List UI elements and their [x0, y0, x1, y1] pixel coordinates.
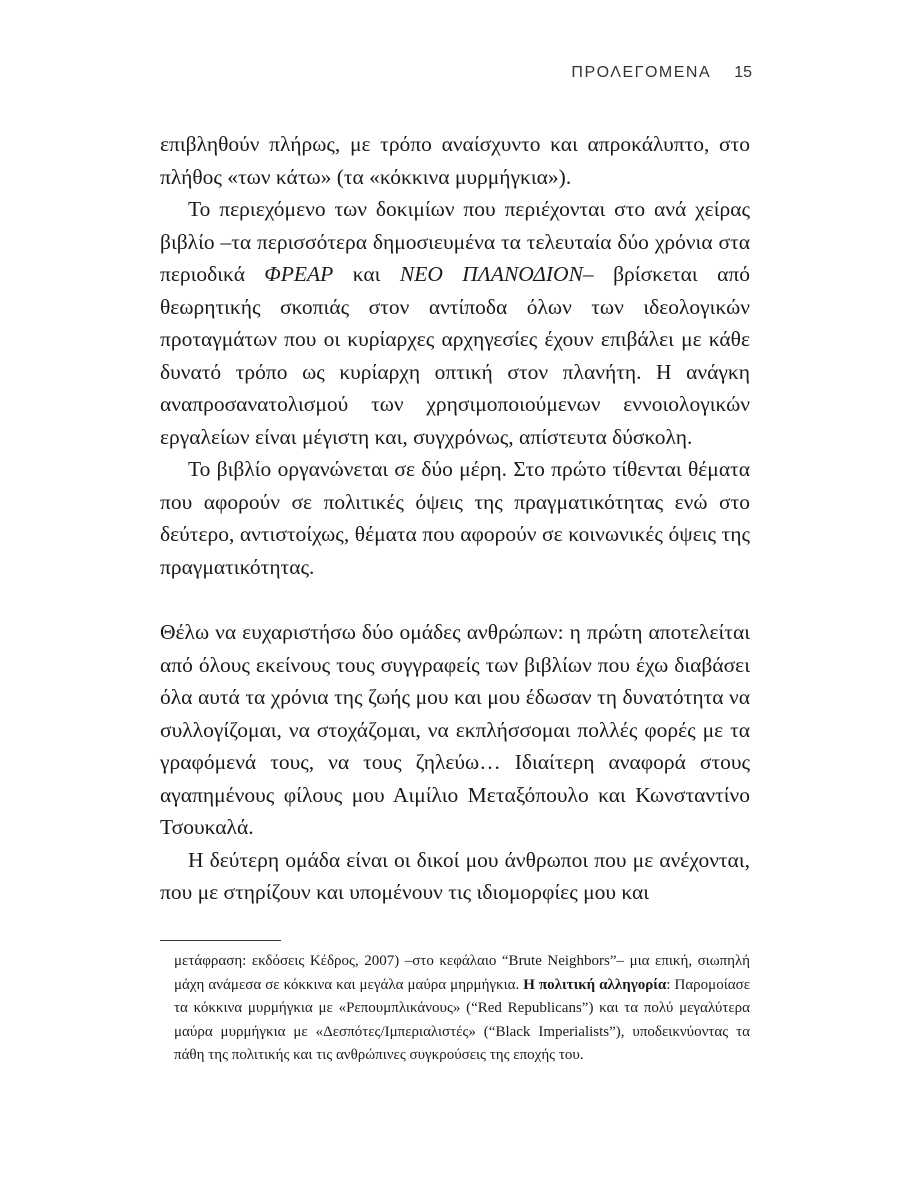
paragraph-2-text-a: Το περιεχόμενο των δοκιμίων που περιέχονται στο ανά χείρας βιβλίο –τα περισσότερα δημοσιευμένα τα τελευταία δύο χρόνια στα περιοδικά: [160, 197, 750, 286]
footnote-text-a: μετάφραση: εκδόσεις Κέδρος, 2007) –στο κεφάλαιο “Brute Neighbors”– μια επική, σιωπηλή μάχη ανάμεσα σε κόκκινα και μεγάλα μαύρα μηρμήγκια.: [174, 953, 750, 993]
paragraph-4: Θέλω να ευχαριστήσω δύο ομάδες ανθρώπων: η πρώτη αποτελείται από όλους εκείνους τους συγγραφείς των βιβλίων που έχω διαβάσει όλα αυτά τα χρόνια της ζωής μου και μου έδωσαν τη δυνατότητα να συλλογίζομαι, να στοχάζομαι, να εκπλήσσομαι πολλές φορές με τα γραφόμενά τους, να τους ζηλεύω… Ιδιαίτερη αναφορά στους αγαπημένους φίλους μου Αιμίλιο Μεταξόπουλο και Κωνσταντίνο Τσουκαλά.: [160, 620, 750, 839]
footnote-rule: [160, 940, 281, 941]
running-head: [571, 64, 752, 82]
main-text: [160, 128, 750, 909]
paragraph-2: [160, 193, 750, 453]
journal-name-neo-planodion: ΝΕΟ ΠΛΑΝΟΔΙΟΝ: [399, 262, 583, 286]
footnote: [174, 950, 750, 1068]
chapter-title: ΠΡΟΛΕΓΟΜΕΝΑ: [571, 64, 711, 81]
journal-name-frear: ΦΡΕΑΡ: [264, 262, 334, 286]
paragraph-2-text-b: και: [333, 262, 400, 286]
paragraph-2-text-c: – βρίσκεται από θεωρητικής σκοπιάς στον αντίποδα όλων των ιδεολογικών προταγμάτων που οι κυρίαρχες αρχηγεσίες έχουν επιβάλει με κάθε δυνατό τρόπο ως κυρίαρχη οπτική στον πλανήτη. Η ανάγκη αναπροσανατολισμού των χρησιμοποιούμενων εννοιολογικών εργαλείων είναι μέγιστη και, συγχρόνως, απίστευτα δύσκολη.: [160, 262, 751, 449]
footnote-text-b: : Παρομοίασε τα κόκκινα μυρμήγκια με «Ρεπουμπλικάνους» (“Red Republicans”) και τα πολύ μεγαλύτερα μαύρα μυρμήγκια με «Δεσπότες/Ιμπεριαλιστές» (“Black Imperialists”), υποδεικνύοντας τα πάθη της πολιτικής και τις ανθρώπινες συγκρούσεις της εποχής του.: [174, 976, 750, 1063]
section-gap: [160, 583, 750, 616]
paragraph-1: επιβληθούν πλήρως, με τρόπο αναίσχυντο και απροκάλυπτο, στο πλήθος «των κάτω» (τα «κόκκινα μυρμήγκια»).: [160, 132, 750, 189]
page-number: 15: [734, 64, 752, 81]
footnote-bold-term: Η πολιτική αλληγορία: [523, 976, 667, 993]
paragraph-3: Το βιβλίο οργανώνεται σε δύο μέρη. Στο πρώτο τίθενται θέματα που αφορούν σε πολιτικές όψεις της πραγματικότητας ενώ στο δεύτερο, αντιστοίχως, θέματα που αφορούν σε κοινωνικές όψεις της πραγματικότητας.: [160, 457, 750, 579]
paragraph-5: Η δεύτερη ομάδα είναι οι δικοί μου άνθρωποι που με ανέχονται, που με στηρίζουν και υπομένουν τις ιδιομορφίες μου και: [160, 847, 750, 904]
